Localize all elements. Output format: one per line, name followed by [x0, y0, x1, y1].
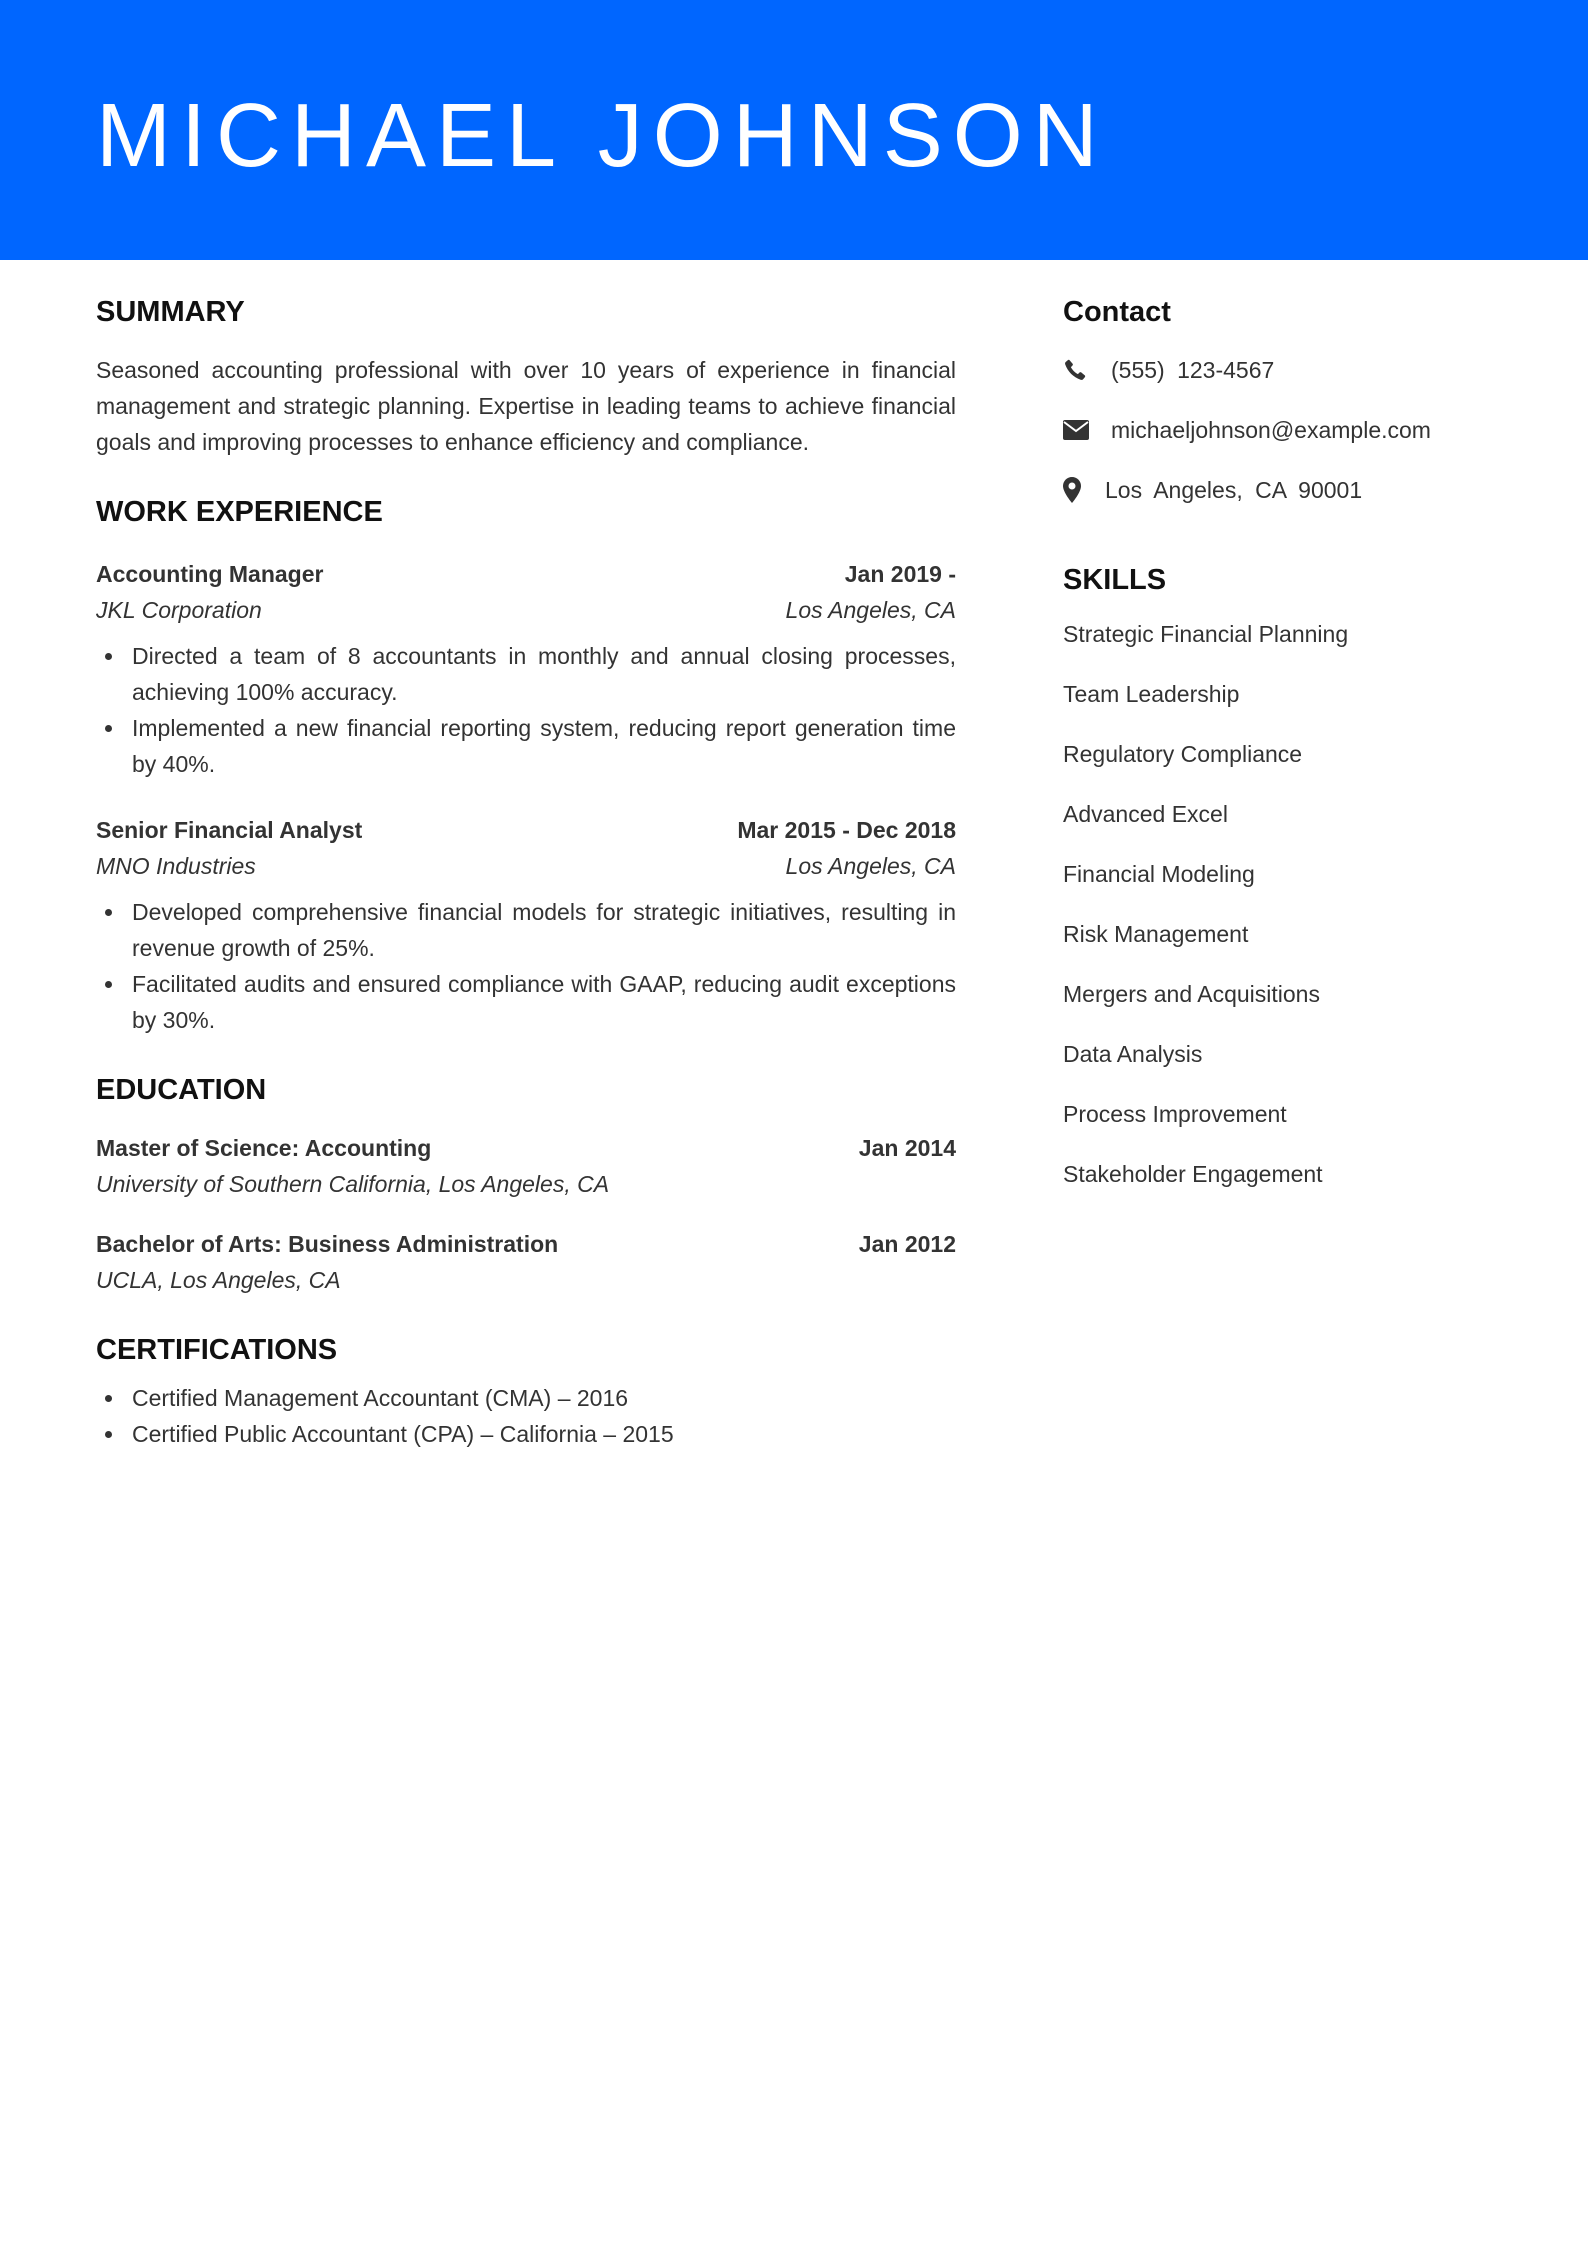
- certifications-list: [96, 1380, 956, 1452]
- skill-item: Strategic Financial Planning: [1063, 621, 1349, 647]
- phone-icon: [1063, 352, 1111, 388]
- education-date: Jan 2014: [858, 1135, 956, 1161]
- skill-item: Team Leadership: [1063, 681, 1240, 707]
- job-dates: Jan 2019 -: [844, 561, 956, 587]
- job-title: Accounting Manager: [96, 561, 324, 587]
- job-location: Los Angeles, CA: [785, 853, 956, 879]
- skill-item: Stakeholder Engagement: [1063, 1161, 1323, 1187]
- education-heading: EDUCATION: [96, 1074, 267, 1106]
- skills-list: [1063, 616, 1523, 1192]
- main-column: [96, 292, 956, 1452]
- school: University of Southern California, Los Angeles, CA: [96, 1171, 610, 1197]
- education-date: Jan 2012: [858, 1231, 956, 1257]
- map-marker-icon: [1063, 472, 1105, 508]
- candidate-name: MICHAEL JOHNSON: [96, 86, 1108, 186]
- skills-section: [1063, 560, 1523, 1192]
- bullet-item: Implemented a new financial reporting system, reducing report generation time by 40%.: [96, 710, 956, 782]
- contact-section: [1063, 292, 1523, 508]
- certifications-heading: CERTIFICATIONS: [96, 1334, 338, 1366]
- bullet-item: Directed a team of 8 accountants in monthly and annual closing processes, achieving 100% accuracy.: [96, 638, 956, 710]
- contact-location: [1063, 472, 1523, 508]
- skill-item: Data Analysis: [1063, 1041, 1203, 1067]
- bullet-item: Developed comprehensive financial models for strategic initiatives, resulting in revenue growth of 25%.: [96, 894, 956, 966]
- job-bullets: [96, 638, 956, 782]
- certification-item: Certified Public Accountant (CPA) – California – 2015: [96, 1416, 956, 1452]
- job-entry: [96, 812, 956, 1038]
- skill-item: Process Improvement: [1063, 1101, 1287, 1127]
- work-experience-heading: WORK EXPERIENCE: [96, 496, 383, 528]
- email-address[interactable]: michaeljohnson@example.com: [1111, 416, 1431, 443]
- summary-text: Seasoned accounting professional with over 10 years of experience in financial management and strategic planning. Expertise in leading teams to achieve financial goals and improving processes to enhance efficiency and compliance.: [96, 357, 956, 455]
- skills-heading: SKILLS: [1063, 564, 1167, 596]
- sidebar-column: [1063, 292, 1523, 1216]
- company-name: MNO Industries: [96, 853, 256, 879]
- job-location: Los Angeles, CA: [785, 597, 956, 623]
- education-entry: [96, 1226, 956, 1298]
- contact-phone: [1063, 352, 1523, 388]
- job-dates: Mar 2015 - Dec 2018: [737, 817, 956, 843]
- education-entry: [96, 1130, 956, 1202]
- envelope-icon: [1063, 412, 1111, 448]
- contact-email: [1063, 412, 1523, 448]
- job-title: Senior Financial Analyst: [96, 817, 363, 843]
- work-experience-section: [96, 492, 956, 1038]
- school: UCLA, Los Angeles, CA: [96, 1267, 341, 1293]
- skill-item: Regulatory Compliance: [1063, 741, 1303, 767]
- education-section: [96, 1070, 956, 1298]
- degree: Master of Science: Accounting: [96, 1135, 432, 1161]
- header-banner: [0, 0, 1588, 260]
- contact-heading: Contact: [1063, 296, 1171, 328]
- skill-item: Advanced Excel: [1063, 801, 1228, 827]
- skill-item: Risk Management: [1063, 921, 1249, 947]
- certifications-section: [96, 1330, 956, 1452]
- certification-item: Certified Management Accountant (CMA) – 2016: [96, 1380, 956, 1416]
- location: Los Angeles, CA 90001: [1105, 476, 1363, 503]
- job-bullets: [96, 894, 956, 1038]
- degree: Bachelor of Arts: Business Administration: [96, 1231, 559, 1257]
- job-entry: [96, 556, 956, 782]
- bullet-item: Facilitated audits and ensured compliance with GAAP, reducing audit exceptions by 30%.: [96, 966, 956, 1038]
- skill-item: Mergers and Acquisitions: [1063, 981, 1320, 1007]
- summary-heading: SUMMARY: [96, 296, 245, 328]
- company-name: JKL Corporation: [96, 597, 262, 623]
- summary-section: [96, 292, 956, 460]
- phone-number[interactable]: (555) 123-4567: [1111, 356, 1275, 383]
- skill-item: Financial Modeling: [1063, 861, 1255, 887]
